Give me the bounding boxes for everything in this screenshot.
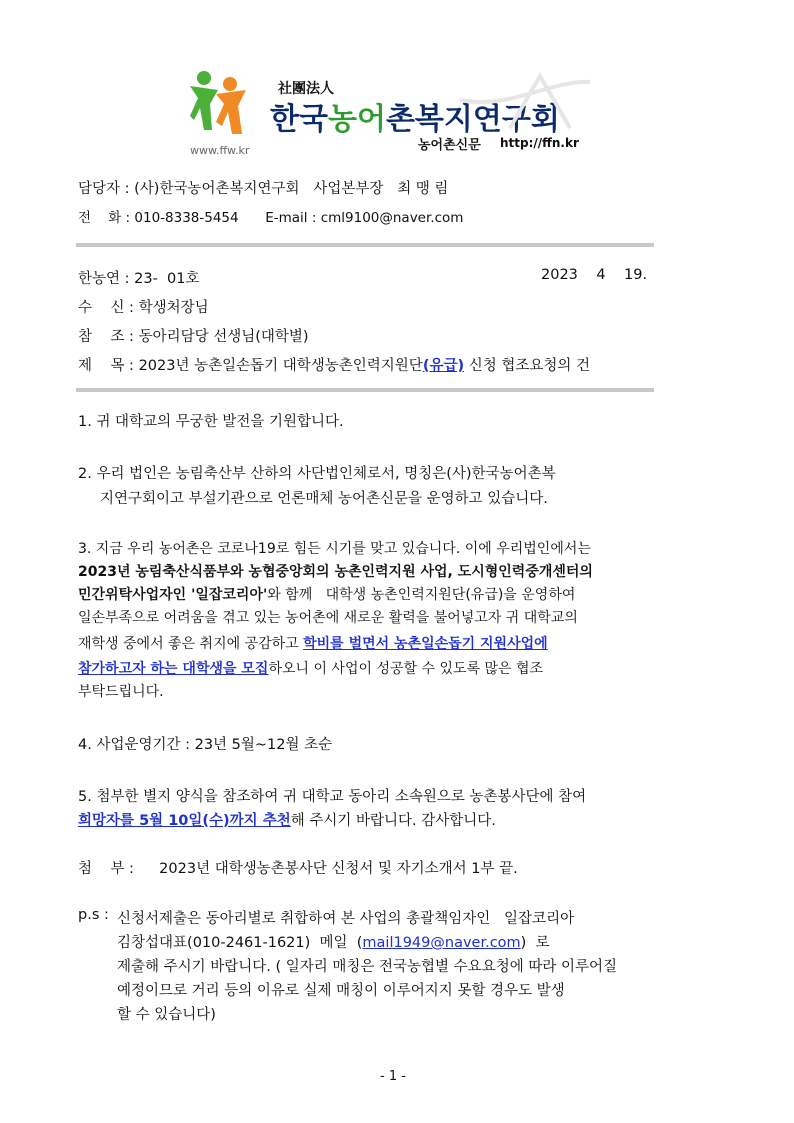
- doc-date: 2023 4 19.: [541, 267, 648, 283]
- org-name-part2: 농어: [327, 102, 386, 137]
- manager-line: [78, 177, 448, 198]
- phone-line: [78, 206, 463, 226]
- ps-label: p.s :: [78, 907, 109, 923]
- newspaper-name: 농어촌신문: [418, 138, 481, 153]
- ps-line-2-after: ) 로: [520, 935, 550, 951]
- recruit-highlight-1: 학비를 벌면서 농촌일손돕기 지원사업에: [303, 636, 548, 652]
- attachment-label: 첨 부 :: [78, 861, 134, 877]
- email-label: E-mail :: [265, 210, 317, 226]
- ps-line-4: 예정이므로 거리 등의 이유로 실제 매칭이 이루어지지 못할 경우도 발생: [117, 983, 565, 999]
- divider-subject: [76, 388, 654, 392]
- paragraph-3-line-3-rest: 와 함께 대학생 농촌인력지원단(유급)을 운영하여: [267, 587, 576, 603]
- manager-label: 담당자 :: [78, 181, 130, 197]
- swoosh-icon: [440, 70, 600, 130]
- ps-line-2-text: 김창섭대표(010-2461-1621) 메일 (: [117, 935, 363, 951]
- phone-label: 전 화 :: [78, 210, 131, 226]
- divider-top: [76, 243, 654, 247]
- paragraph-3-line-4: 일손부족으로 어려움을 겪고 있는 농어촌에 새로운 활력을 불어넣고자 귀 대학교의: [78, 610, 578, 626]
- reference-label: 참 조 :: [78, 329, 134, 345]
- paragraph-3-line-7: 부탁드립니다.: [78, 684, 164, 700]
- paragraph-3-line-5-text: 재학생 중에서 좋은 취지에 공감하고: [78, 636, 304, 652]
- people-logo-icon: [186, 68, 250, 140]
- paragraph-5-line-2: [78, 809, 496, 830]
- logo-figures: [186, 68, 250, 140]
- paragraph-5-line-2-rest: 해 주시기 바랍니다. 감사합니다.: [290, 813, 496, 829]
- org-name-part1: 한국: [270, 102, 328, 137]
- page-number: - 1 -: [380, 1069, 406, 1084]
- org-name-part3: 촌복지연구회: [385, 102, 560, 137]
- paragraph-3-line-1: 3. 지금 우리 농어촌은 코로나19로 힘든 시기를 맞고 있습니다. 이에 우리법인에서는: [78, 541, 591, 557]
- paragraph-5-line-1: 5. 첨부한 별지 양식을 참조하여 귀 대학교 동아리 소속원으로 농촌봉사단에 참여: [78, 789, 587, 805]
- logo-swoosh: [440, 70, 600, 130]
- subject-highlight: (유급): [422, 358, 465, 374]
- deadline-highlight: 희망자를 5월 10일(수)까지 추천: [78, 813, 291, 829]
- recruit-highlight-2: 참가하고자 하는 대학생을 모집: [78, 661, 269, 677]
- ps-line-2: [117, 931, 550, 952]
- partner-name: 민간위탁사업자인 '일잡코리아': [78, 587, 268, 603]
- email-value[interactable]: cml9100@naver.com: [320, 210, 464, 226]
- submission-email-link[interactable]: mail1949@naver.com: [362, 935, 521, 951]
- ps-line-5: 할 수 있습니다): [117, 1007, 216, 1023]
- recipient-value: 학생처장님: [138, 300, 209, 316]
- paragraph-2-line-2: 지연구회이고 부설기관으로 언론매체 농어촌신문을 운영하고 있습니다.: [100, 491, 548, 507]
- phone-value: 010-8338-5454: [134, 210, 239, 226]
- ps-line-1: 신청서제출은 동아리별로 취합하여 본 사업의 총괄책임자인 일잡코리아: [117, 911, 575, 927]
- reference-line: [78, 325, 309, 346]
- manager-value: (사)한국농어촌복지연구회 사업본부장 최 맹 림: [134, 181, 449, 197]
- subject-label: 제 목 :: [78, 358, 134, 374]
- recipient-line: [78, 296, 209, 317]
- attachment-line: [78, 857, 518, 878]
- paragraph-3-line-6: [78, 658, 543, 678]
- doc-number: 한농연 : 23- 01호: [78, 271, 200, 287]
- subject-rest: 신청 협조요청의 건: [464, 358, 590, 374]
- org-type: 社團法人: [278, 81, 334, 97]
- attachment-value: 2023년 대학생농촌봉사단 신청서 및 자기소개서 1부 끝.: [159, 861, 518, 877]
- paragraph-3-line-2: 2023년 농림축산식품부와 농협중앙회의 농촌인력지원 사업, 도시형인력중개센터의: [78, 564, 593, 580]
- paragraph-3-line-3: [78, 584, 575, 604]
- subject-text: 2023년 농촌일손돕기 대학생농촌인력지원단: [138, 358, 423, 374]
- paragraph-4: 4. 사업운영기간 : 23년 5월~12월 초순: [78, 737, 333, 753]
- reference-value: 동아리담당 선생님(대학별): [138, 329, 309, 345]
- recipient-label: 수 신 :: [78, 300, 134, 316]
- ps-line-3: 제출해 주시기 바랍니다. ( 일자리 매칭은 전국농협별 수요요청에 따라 이루어질: [117, 959, 617, 975]
- newspaper-url[interactable]: http://ffn.kr: [500, 136, 579, 150]
- paragraph-1: 1. 귀 대학교의 무궁한 발전을 기원합니다.: [78, 414, 344, 430]
- paragraph-2-line-1: 2. 우리 법인은 농림축산부 산하의 사단법인체로서, 명칭은(사)한국농어촌복: [78, 466, 556, 482]
- paragraph-3-line-6-rest: 하오니 이 사업이 성공할 수 있도록 많은 협조: [268, 661, 544, 677]
- website-text[interactable]: www.ffw.kr: [190, 144, 250, 157]
- subject-line: [78, 354, 590, 375]
- paragraph-3-line-5: [78, 633, 548, 653]
